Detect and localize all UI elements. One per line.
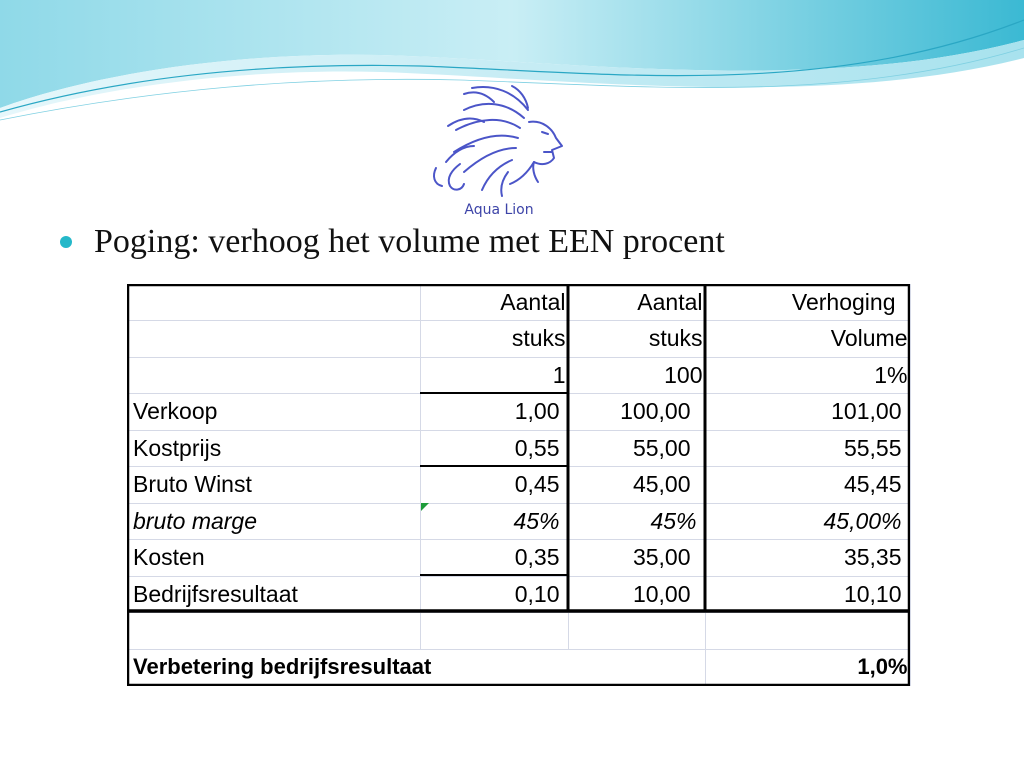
summary-value: 1,0% [705,649,910,686]
blank-cell [568,649,705,686]
header-cell-3: Verhoging [705,284,910,321]
row-value-1: 0,10 [420,576,568,613]
row-value-2: 45% [568,503,705,540]
header-cell-2: Aantal [568,284,705,321]
table-row [127,430,910,467]
table-row [127,503,910,540]
summary-row [127,649,910,686]
row-value-2: 55,00 [568,430,705,467]
blank-cell [127,613,420,650]
blank-cell [705,613,910,650]
bullet-dot-icon [60,236,72,248]
header-row [127,284,910,321]
row-value-2: 35,00 [568,540,705,577]
bullet-text: Poging: verhoog het volume met EEN procent [94,223,725,260]
row-value-1: 1,00 [420,394,568,431]
row-label: Bruto Winst [127,467,420,504]
row-label: Bedrijfsresultaat [127,576,420,613]
row-value-3: 45,00% [705,503,910,540]
row-value-1: 45% [420,503,568,540]
table-row [127,394,910,431]
bullet-point [60,220,725,264]
header-row [127,357,910,394]
cell-comment-marker-icon [421,503,429,511]
header-cell-empty [127,357,420,394]
row-value-1: 0,55 [420,430,568,467]
summary-label: Verbetering bedrijfsresultaat [127,649,568,686]
row-value-2: 45,00 [568,467,705,504]
table-row [127,467,910,504]
row-value-3: 35,35 [705,540,910,577]
header-cell-3: Volume [705,321,910,358]
row-value-3: 45,45 [705,467,910,504]
results-table [127,284,910,686]
header-cell-3: 1% [705,357,910,394]
header-cell-empty [127,284,420,321]
aqua-lion-logo [424,72,574,222]
header-cell-1: Aantal [420,284,568,321]
header-row [127,321,910,358]
header-cell-1: 1 [420,357,568,394]
lion-head-icon [424,72,574,202]
row-value-3: 101,00 [705,394,910,431]
header-cell-2: stuks [568,321,705,358]
row-label: Verkoop [127,394,420,431]
table-row [127,540,910,577]
row-value-2: 100,00 [568,394,705,431]
header-cell-1: stuks [420,321,568,358]
header-cell-2: 100 [568,357,705,394]
row-value-1: 0,45 [420,467,568,504]
blank-cell [420,613,568,650]
row-label: Kosten [127,540,420,577]
blank-cell [568,613,705,650]
row-label: Kostprijs [127,430,420,467]
logo-caption: Aqua Lion [464,202,534,218]
row-value-3: 10,10 [705,576,910,613]
row-value-3: 55,55 [705,430,910,467]
header-cell-empty [127,321,420,358]
row-value-2: 10,00 [568,576,705,613]
row-label: bruto marge [127,503,420,540]
table-row [127,576,910,613]
spacer-row [127,613,910,650]
row-value-1: 0,35 [420,540,568,577]
results-table-grid [127,284,911,686]
